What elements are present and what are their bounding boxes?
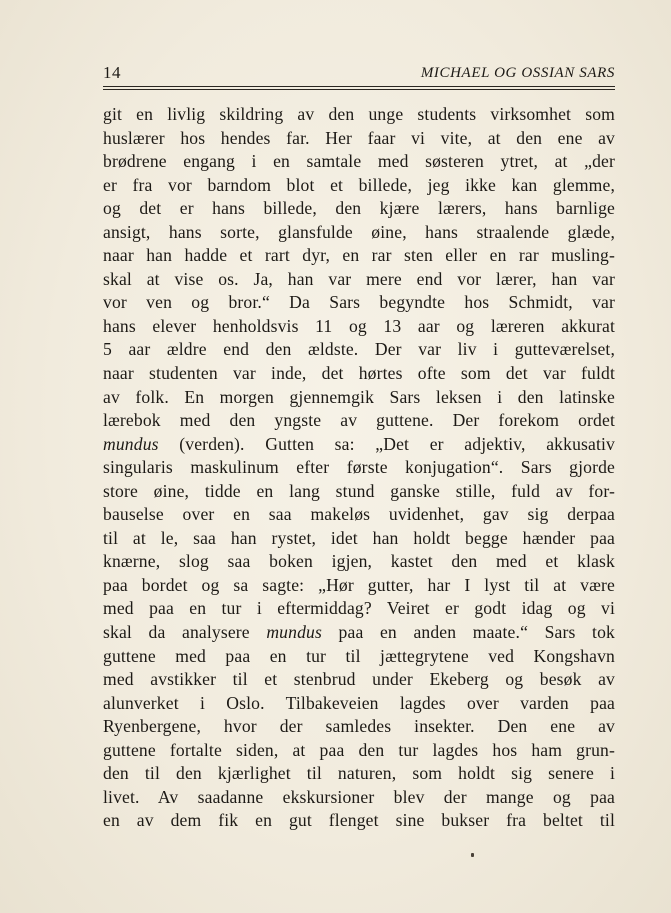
text-line: med paa en tur i eftermiddag? Veiret er godt idag og vi <box>103 598 615 619</box>
text-line: singularis maskulinum efter første konjugation“. Sars gjorde <box>103 457 615 478</box>
text-line: paa bordet og sa sagte: „Hør gutter, har I lyst til at være <box>103 574 615 595</box>
text-line: knærne, slog saa boken igjen, kastet den med et klask <box>103 551 615 572</box>
text-segment: skal da analysere <box>103 622 267 643</box>
text-line: guttene fortalte siden, at paa den tur lagdes hos ham grun- <box>103 739 615 760</box>
header-rule-bottom <box>103 89 615 90</box>
page-header <box>103 62 615 86</box>
text-line: lærebok med den yngste av guttene. Der forekom ordet <box>103 410 615 431</box>
text-line-mixed <box>103 433 615 457</box>
page-number: 14 <box>103 63 121 82</box>
text-line-mixed <box>103 621 615 645</box>
text-segment: paa en anden maate.“ Sars tok <box>321 622 615 643</box>
text-line: huslærer hos hendes far. Her faar vi vite, at den ene av <box>103 127 615 148</box>
text-line: 5 aar ældre end den ældste. Der var liv i gutteværelset, <box>103 339 615 360</box>
text-line: guttene med paa en tur til jættegrytene ved Kongshavn <box>103 645 615 666</box>
text-line: ansigt, hans sorte, glansfulde øine, hans straalende glæde, <box>103 221 615 242</box>
header-rule-top <box>103 86 615 87</box>
print-speck <box>471 853 474 857</box>
text-segment: (verden). Gutten sa: „Det er adjektiv, akkusativ <box>158 433 615 454</box>
running-title: MICHAEL OG OSSIAN SARS <box>420 65 615 81</box>
text-line: er fra vor barndom blot et billede, jeg ikke kan glemme, <box>103 174 615 195</box>
text-line: naar han hadde et rart dyr, en rar sten eller en rar musling- <box>103 245 615 266</box>
text-line: en av dem fik en gut flenget sine bukser fra beltet til <box>103 810 615 831</box>
text-line: alunverket i Oslo. Tilbakeveien lagdes over varden paa <box>103 692 615 713</box>
text-line: brødrene engang i en samtale med søsteren ytret, at „der <box>103 151 615 172</box>
text-line: hans elever henholdsvis 11 og 13 aar og læreren akkurat <box>103 315 615 336</box>
text-line: og det er hans billede, den kjære lærers, hans barnlige <box>103 198 615 219</box>
italic-word: mundus <box>266 622 322 643</box>
text-line: den til den kjærlighet til naturen, som holdt sig senere i <box>103 763 615 784</box>
text-line: naar studenten var inde, det hørtes ofte som det var fuldt <box>103 363 615 384</box>
text-line: bauselse over en saa makeløs uvidenhet, gav sig derpaa <box>103 504 615 525</box>
text-line: skal at vise os. Ja, han var mere end vor lærer, han var <box>103 268 615 289</box>
text-line: livet. Av saadanne ekskursioner blev der mange og paa <box>103 786 615 807</box>
text-line: med avstikker til et stenbrud under Ekeberg og besøk av <box>103 669 615 690</box>
text-line: vor ven og bror.“ Da Sars begyndte hos Schmidt, var <box>103 292 615 313</box>
body-text <box>103 103 615 833</box>
text-line: git en livlig skildring av den unge students virksomhet som <box>103 104 615 124</box>
text-line: av folk. En morgen gjennemgik Sars leksen i den latinske <box>103 386 615 407</box>
text-line: Ryenbergene, hvor der samledes insekter. Den ene av <box>103 716 615 737</box>
text-line: til at le, saa han rystet, idet han holdt begge hænder paa <box>103 527 615 548</box>
text-line: store øine, tidde en lang stund ganske stille, fuld av for- <box>103 480 615 501</box>
italic-word: mundus <box>103 433 159 454</box>
